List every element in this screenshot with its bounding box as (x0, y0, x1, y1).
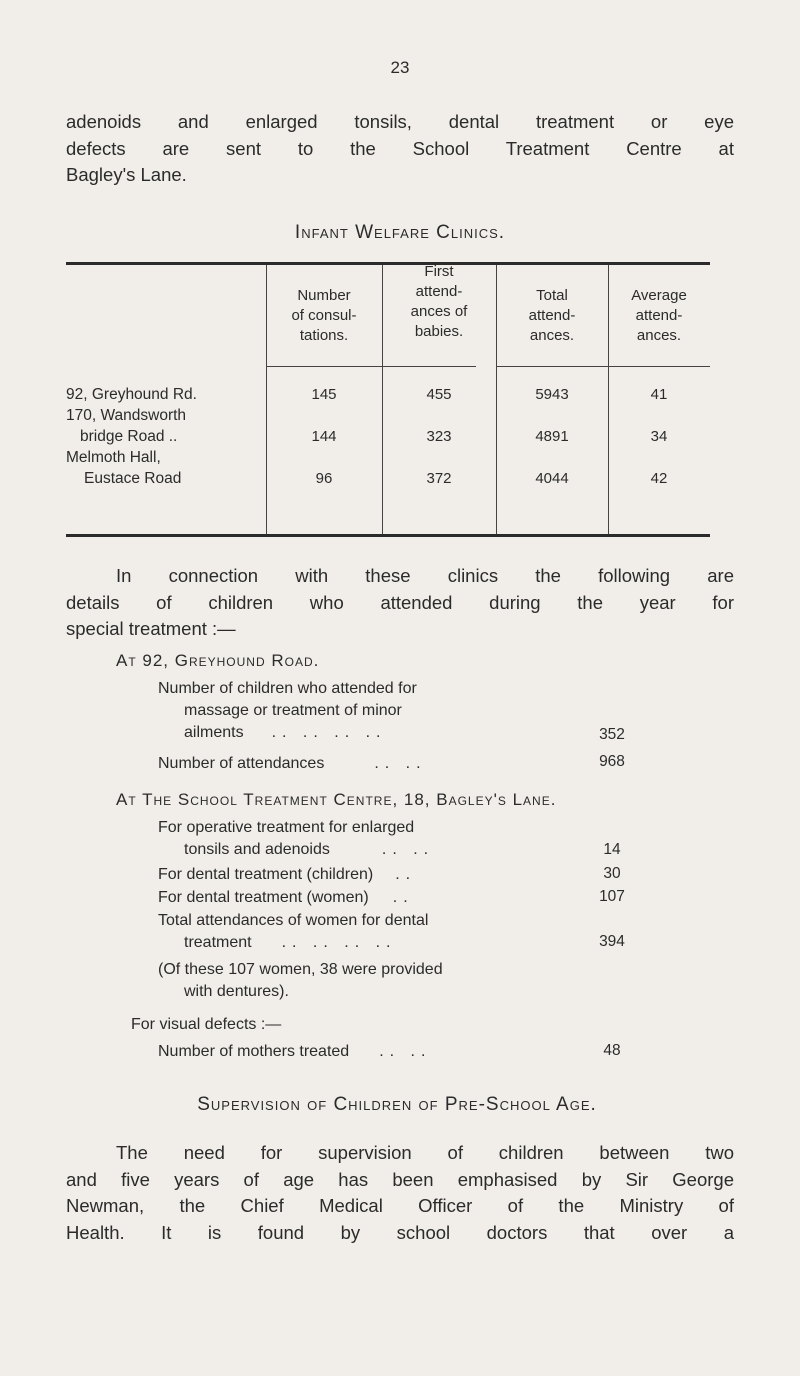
table-cell: 4891 (535, 428, 569, 445)
table-cell: 96 (315, 470, 333, 487)
intro-line: adenoids and enlarged tonsils, dental treatment or eye (66, 111, 734, 132)
list-item-value: 352 (599, 726, 625, 743)
table-bottom-rule (66, 534, 710, 537)
connection-line: In connection with these clinics the following are (116, 565, 734, 586)
table-cell: 145 (311, 386, 337, 403)
list-item-value: 107 (599, 888, 625, 905)
supervision-line: Health. It is found by school doctors that over a (66, 1221, 734, 1243)
table-header-rule (266, 366, 476, 367)
list-item: Number of children who attended for massage or treatment of minor ailments .. .. .. .. (158, 680, 417, 741)
connection-line: special treatment :— (66, 618, 236, 639)
school-centre-heading: At The School Treatment Centre, 18, Bagley's Lane. (116, 790, 557, 809)
list-item-value: 14 (603, 841, 621, 858)
list-item-value: 394 (599, 933, 625, 950)
column-header-total-attendances: Total attend- ances. (528, 287, 576, 344)
supervision-line: The need for supervision of children between two (116, 1142, 734, 1163)
column-header-average-attendances: Average attend- ances. (631, 287, 687, 344)
table-title: Infant Welfare Clinics. (294, 222, 506, 243)
list-item-value: 30 (603, 865, 621, 882)
supervision-paragraph (66, 1140, 734, 1246)
list-item: For dental treatment (children) .. (158, 866, 417, 883)
table-cell: 41 (650, 386, 668, 403)
list-item-value: 968 (599, 753, 625, 770)
page-number: 23 (390, 58, 410, 77)
list-item: Number of attendances .. .. (158, 755, 427, 772)
greyhound-heading: At 92, Greyhound Road. (116, 651, 320, 670)
clinics-table (66, 262, 736, 538)
intro-paragraph (66, 109, 734, 189)
table-row-label: Melmoth Hall, Eustace Road (66, 449, 182, 487)
table-cell: 34 (650, 428, 668, 445)
table-header-rule (496, 366, 710, 367)
supervision-line: and five years of age has been emphasised by Sir George (66, 1168, 734, 1190)
list-item-value: 48 (603, 1042, 621, 1059)
table-cell: 5943 (535, 386, 569, 403)
table-row-label: 170, Wandsworth bridge Road .. (66, 407, 187, 445)
intro-line: Bagley's Lane. (66, 164, 187, 185)
table-cell: 323 (426, 428, 452, 445)
table-cell: 455 (426, 386, 452, 403)
column-header-first-attendances: First attend- ances of babies. (410, 263, 468, 340)
supervision-heading: Supervision of Children of Pre-School Age. (197, 1094, 597, 1115)
list-item: Total attendances of women for dental treatment .. .. .. .. (158, 912, 429, 951)
connection-line: details of children who attended during the year for (66, 591, 734, 613)
list-item: For dental treatment (women) .. (158, 889, 414, 906)
intro-line: defects are sent to the School Treatment Centre at (66, 137, 734, 159)
table-cell: 42 (650, 470, 668, 487)
visual-defects-heading: For visual defects :— (131, 1016, 282, 1033)
table-cell: 372 (426, 470, 452, 487)
list-item: (Of these 107 women, 38 were provided with dentures). (158, 961, 443, 1000)
connection-paragraph (66, 563, 734, 643)
table-cell: 144 (311, 428, 337, 445)
list-item: Number of mothers treated .. .. (158, 1043, 432, 1060)
column-header-consultations: Number of consul- tations. (291, 287, 357, 344)
list-item: For operative treatment for enlarged tonsils and adenoids .. .. (158, 819, 435, 858)
table-row-label: 92, Greyhound Rd. (66, 386, 197, 403)
table-cell: 4044 (535, 470, 569, 487)
supervision-line: Newman, the Chief Medical Officer of the Ministry of (66, 1195, 734, 1216)
